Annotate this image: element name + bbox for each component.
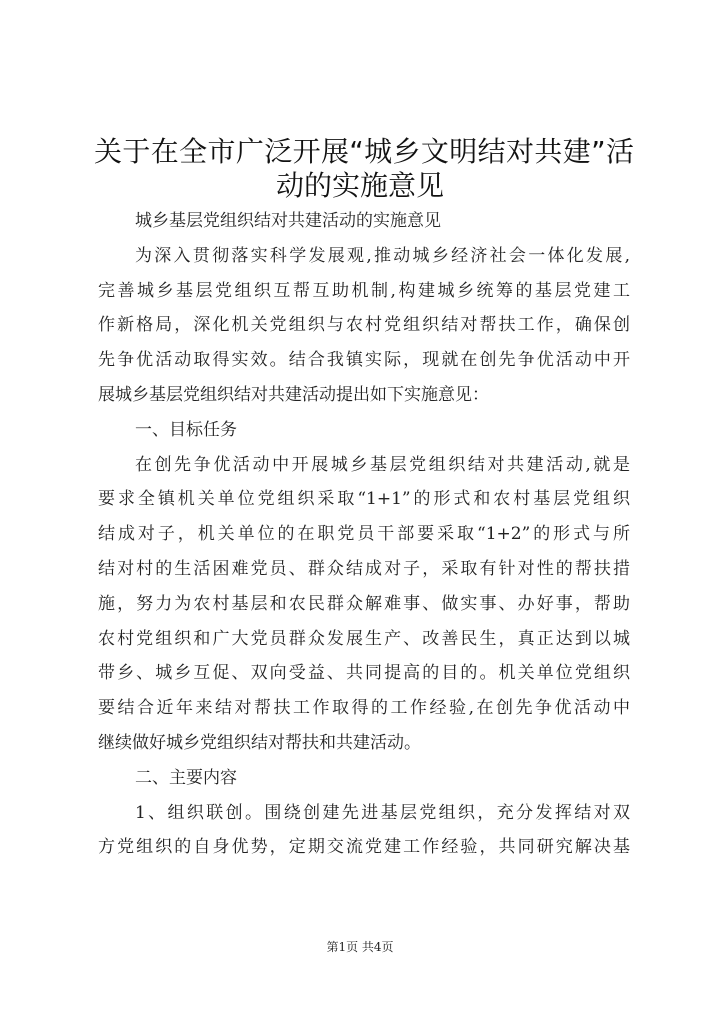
section-heading: 一、目标任务 [135,419,237,440]
paragraph-line: 带乡、城乡互促、双向受益、共同提高的目的。机关单位党组织 [98,663,630,684]
paragraph-line: 在创先争优活动中开展城乡基层党组织结对共建活动,就是 [135,454,630,475]
document-title-line-1: 关于在全市广泛开展“城乡文明结对共建”活 [94,135,634,168]
paragraph-line: 继续做好城乡党组织结对帮扶和共建活动。 [98,732,421,753]
paragraph-line: 要结合近年来结对帮扶工作取得的工作经验,在创先争优活动中 [98,698,630,719]
paragraph-line: 要求全镇机关单位党组织采取“1+1”的形式和农村基层党组织 [98,489,630,510]
paragraph-line: 完善城乡基层党组织互帮互助机制,构建城乡统筹的基层党建工 [98,280,630,301]
paragraph-line: 施，努力为农村基层和农民群众解难事、做实事、办好事，帮助 [98,593,630,614]
document-title-line-2: 动的实施意见 [275,169,444,202]
paragraph-line: 展城乡基层党组织结对共建活动提出如下实施意见： [98,384,489,405]
page-number: 第1页 共4页 [326,940,394,954]
document-body [98,204,630,865]
paragraph-line: 结对村的生活困难党员、群众结成对子，采取有针对性的帮扶措 [98,558,630,579]
paragraph-line: 农村党组织和广大党员群众发展生产、改善民生，真正达到以城 [98,628,630,649]
paragraph-line: 结成对子，机关单位的在职党员干部要采取“1+2”的形式与所 [98,524,630,545]
section-heading: 二、主要内容 [135,767,237,788]
paragraph-line: 先争优活动取得实效。结合我镇实际，现就在创先争优活动中开 [98,350,630,371]
subtitle: 城乡基层党组织结对共建活动的实施意见 [135,211,441,231]
paragraph-line: 方党组织的自身优势，定期交流党建工作经验，共同研究解决基 [98,837,630,858]
paragraph-line: 为深入贯彻落实科学发展观,推动城乡经济社会一体化发展, [135,245,630,266]
paragraph-line: 1、组织联创。围绕创建先进基层党组织，充分发挥结对双 [135,802,630,823]
paragraph-line: 作新格局，深化机关党组织与农村党组织结对帮扶工作，确保创 [98,315,630,336]
